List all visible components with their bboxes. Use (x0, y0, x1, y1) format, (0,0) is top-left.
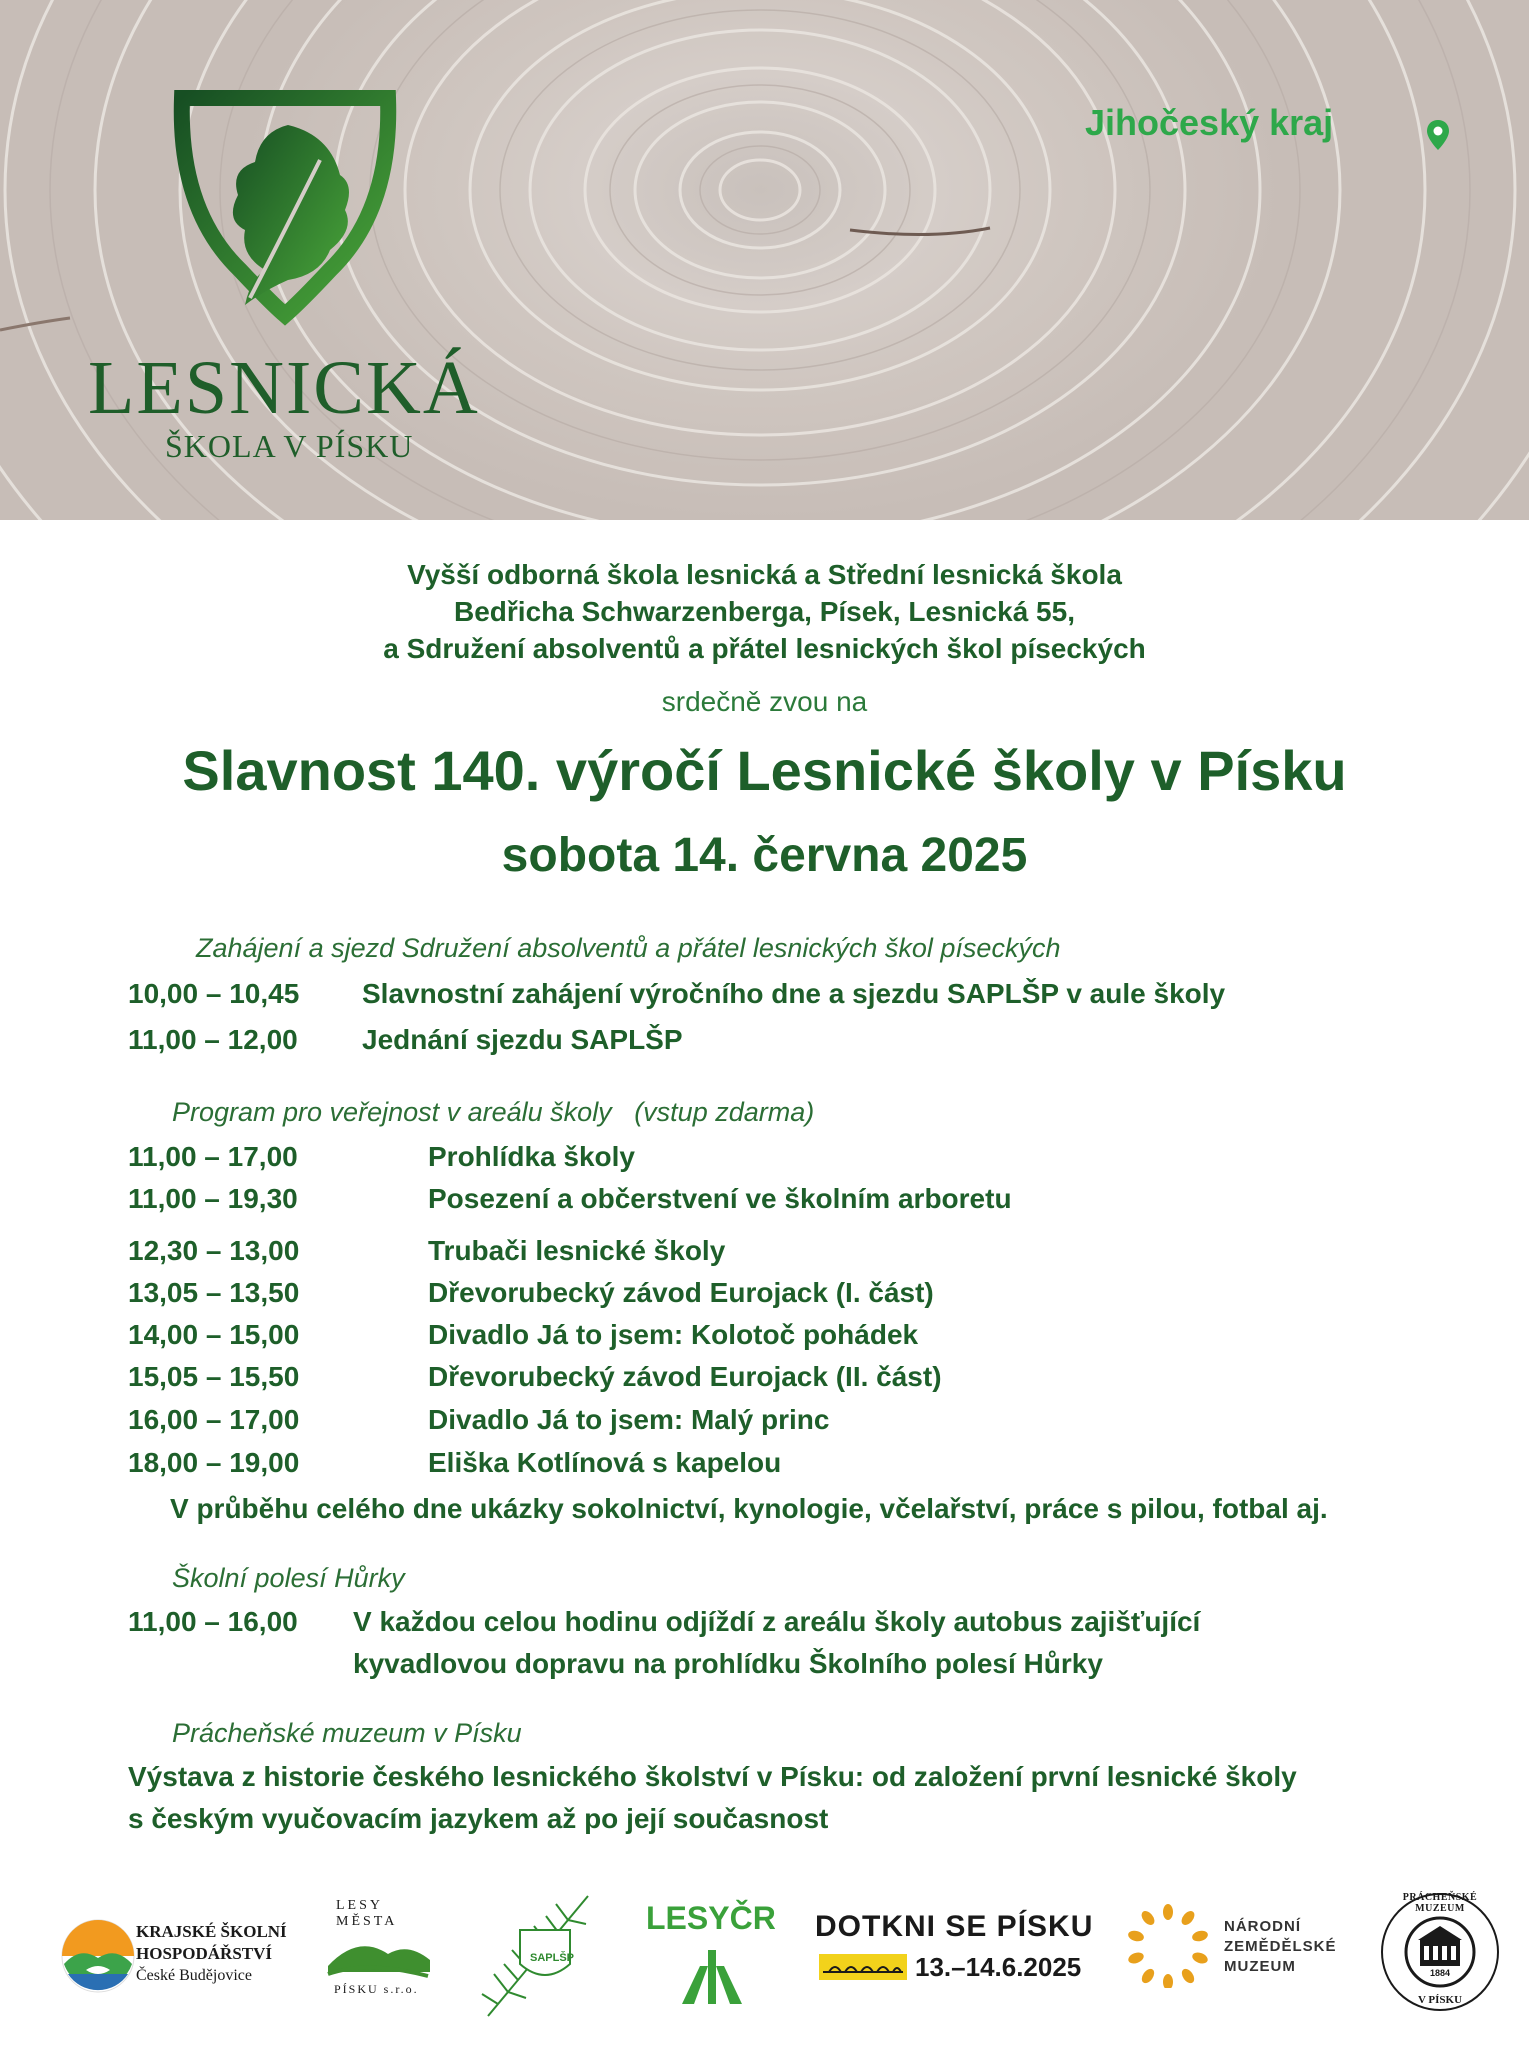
logo-krajske-skolni-hospodarstvi (58, 1916, 308, 1996)
nzm-line: ZEMĚDĚLSKÉ (1224, 1938, 1337, 1955)
school-name: LESNICKÁ (88, 346, 480, 430)
section-heading: Školní polesí Hůrky (172, 1563, 405, 1593)
exhibition-text: s českým vyučovacím jazykem až po její současnost (128, 1803, 829, 1834)
exhibition-text: Výstava z historie českého lesnického školství v Písku: od založení první lesnické školy (128, 1761, 1297, 1792)
school-crest-logo (170, 90, 400, 330)
ksh-emblem-icon (58, 1916, 138, 1996)
program-item: Prohlídka školy (428, 1141, 635, 1172)
program-item: Dřevorubecký závod Eurojack (I. část) (428, 1277, 934, 1308)
pm-year: 1884 (1429, 1968, 1451, 1978)
location-pin-icon (1425, 118, 1451, 152)
region-logo-text: Jihočeský kraj (1085, 102, 1334, 143)
dotkni-date: 13.–14.6.2025 (915, 1952, 1082, 1982)
program-note: V průběhu celého dne ukázky sokolnictví, kynologie, včelařství, práce s pilou, fotbal aj. (170, 1493, 1328, 1524)
event-date: sobota 14. června 2025 (501, 829, 1028, 882)
program-item: Slavnostní zahájení výročního dne a sjezdu SAPLŠP v aule školy (362, 978, 1226, 1009)
logo-narodni-zemedelske-muzeum (1126, 1904, 1337, 1994)
nzm-line: NÁRODNÍ (1224, 1918, 1301, 1935)
logo-saplsp (468, 1886, 618, 2026)
program-item: Dřevorubecký závod Eurojack (II. část) (428, 1361, 942, 1392)
program-time: 11,00 – 19,30 (128, 1183, 298, 1214)
program-item: kyvadlovou dopravu na prohlídku Školního polesí Hůrky (353, 1648, 1103, 1679)
lesy-top-text: LESY MĚSTA (336, 1898, 398, 1929)
ksh-line: KRAJSKÉ ŠKOLNÍ (136, 1922, 287, 1941)
ksh-line: České Budějovice (136, 1967, 252, 1984)
dotkni-bridge-badge (819, 1954, 907, 1980)
logo-prachenske-muzeum (1378, 1890, 1502, 2014)
lesycr-tree-icon (672, 1946, 752, 2006)
pm-arc-text: PRÁCHEŇSKÉ MUZEUM (1402, 1892, 1478, 1914)
pm-bottom-text: V PÍSKU (1417, 1994, 1463, 2006)
program-item: Eliška Kotlínová s kapelou (428, 1447, 782, 1478)
event-title: Slavnost 140. výročí Lesnické školy v Písku (182, 739, 1347, 802)
program-time: 14,00 – 15,00 (128, 1319, 300, 1350)
dotkni-title: DOTKNI SE PÍSKU (815, 1910, 1094, 1943)
school-subtitle: ŠKOLA V PÍSKU (165, 428, 414, 464)
program-item: Posezení a občerstvení ve školním arboretu (428, 1183, 1012, 1214)
section-heading: Program pro veřejnost v areálu školy (vstup zdarma) (172, 1097, 815, 1127)
program-item: Divadlo Já to jsem: Kolotoč pohádek (428, 1319, 919, 1350)
organizer-line: Vyšší odborná škola lesnická a Střední lesnická škola (407, 559, 1122, 590)
program-item: Trubači lesnické školy (428, 1235, 726, 1266)
program-time: 18,00 – 19,00 (128, 1447, 300, 1478)
section-heading: Zahájení a sjezd Sdružení absolventů a přátel lesnických škol píseckých (196, 933, 1061, 963)
lesy-bottom-text: PÍSKU s.r.o. (334, 1982, 419, 1996)
program-time: 16,00 – 17,00 (128, 1404, 300, 1435)
program-time: 11,00 – 12,00 (128, 1024, 298, 1055)
bridge-icon (819, 1954, 907, 1980)
program-time: 13,05 – 13,50 (128, 1277, 300, 1308)
program-time: 11,00 – 16,00 (128, 1606, 298, 1637)
program-time: 15,05 – 15,50 (128, 1361, 300, 1392)
invite-text: srdečně zvou na (661, 686, 868, 717)
organizer-line: Bedřicha Schwarzenberga, Písek, Lesnická 55, (454, 596, 1075, 627)
saplsp-text: SAPLŠP (530, 1952, 575, 1964)
logo-dotkni-se-pisku (815, 1910, 1095, 1990)
header-banner (0, 0, 1529, 520)
organizer-line: a Sdružení absolventů a přátel lesnických škol píseckých (383, 633, 1146, 664)
lesycr-text: LESYČR (646, 1900, 776, 1936)
program-time: 11,00 – 17,00 (128, 1141, 298, 1172)
program-item: Divadlo Já to jsem: Malý princ (428, 1404, 830, 1435)
program-item: Jednání sjezdu SAPLŠP (362, 1024, 683, 1055)
section-heading: Prácheňské muzeum v Písku (172, 1718, 522, 1748)
logo-lesy-cr (646, 1900, 776, 2010)
program-time: 10,00 – 10,45 (128, 978, 300, 1009)
program-time: 12,30 – 13,00 (128, 1235, 300, 1266)
nzm-line: MUZEUM (1224, 1958, 1296, 1975)
wheat-wreath-icon (1126, 1904, 1210, 1988)
organizers-block (0, 556, 1529, 667)
logo-lesy-mesta-pisku (318, 1890, 438, 2010)
ksh-line: HOSPODÁŘSTVÍ (136, 1944, 273, 1963)
program-item: V každou celou hodinu odjíždí z areálu školy autobus zajišťující (353, 1606, 1201, 1637)
